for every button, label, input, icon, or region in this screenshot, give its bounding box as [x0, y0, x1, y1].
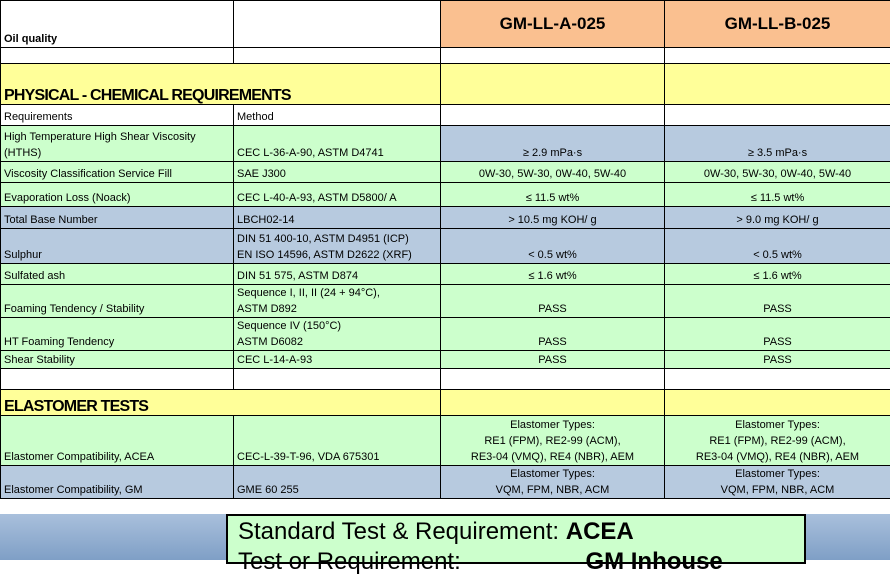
value-b-cell: PASS [665, 318, 890, 351]
value-b-cell: 0W-30, 5W-30, 0W-40, 5W-40 [665, 162, 890, 183]
legend-value: GM Inhouse [585, 548, 722, 575]
table-row [1, 183, 890, 207]
table-row [1, 318, 890, 351]
requirement-cell: Total Base Number [1, 207, 234, 229]
table-row [1, 229, 890, 264]
table-row [1, 351, 890, 369]
section-title-elastomer: ELASTOMER TESTS [1, 390, 441, 416]
requirement-cell: Elastomer Compatibility, ACEA [1, 416, 234, 466]
value-a-cell: Elastomer Types: VQM, FPM, NBR, ACM [441, 466, 665, 499]
spec-a-header: GM-LL-A-025 [441, 1, 665, 48]
method-cell: CEC L-14-A-93 [234, 351, 441, 369]
value-a-cell: ≤ 1.6 wt% [441, 264, 665, 285]
section-title-physical: PHYSICAL - CHEMICAL REQUIREMENTS [1, 64, 441, 105]
requirement-cell: Foaming Tendency / Stability [1, 285, 234, 318]
value-a-cell: PASS [441, 318, 665, 351]
value-b-cell: ≥ 3.5 mPa·s [665, 126, 890, 162]
method-cell: DIN 51 400-10, ASTM D4951 (ICP) EN ISO 14596, ASTM D2622 (XRF) [234, 229, 441, 264]
method-cell: CEC L-40-A-93, ASTM D5800/ A [234, 183, 441, 207]
legend-label: Test or Requirement: [238, 548, 461, 575]
table-row [1, 207, 890, 229]
legend-line-gm [238, 548, 723, 576]
spacer-row [1, 48, 890, 64]
section-row-physical [1, 64, 890, 105]
requirement-cell: High Temperature High Shear Viscosity (HTHS) [1, 126, 234, 162]
legend-label: Standard Test & Requirement: [238, 518, 566, 545]
value-a-cell: < 0.5 wt% [441, 229, 665, 264]
table-row [1, 126, 890, 162]
value-a-cell: Elastomer Types: RE1 (FPM), RE2-99 (ACM), RE3-04 (VMQ), RE4 (NBR), AEM [441, 416, 665, 466]
method-cell: LBCH02-14 [234, 207, 441, 229]
blank-cell [234, 1, 441, 48]
legend-value: ACEA [566, 518, 634, 545]
requirement-cell: Sulphur [1, 229, 234, 264]
requirements-header: Requirements [1, 105, 234, 126]
value-b-cell: ≤ 1.6 wt% [665, 264, 890, 285]
value-b-cell: Elastomer Types: RE1 (FPM), RE2-99 (ACM), RE3-04 (VMQ), RE4 (NBR), AEM [665, 416, 890, 466]
requirement-cell: Elastomer Compatibility, GM [1, 466, 234, 499]
value-b-cell: < 0.5 wt% [665, 229, 890, 264]
method-cell: SAE J300 [234, 162, 441, 183]
table-row [1, 285, 890, 318]
method-header: Method [234, 105, 441, 126]
value-b-cell: PASS [665, 351, 890, 369]
requirement-cell: HT Foaming Tendency [1, 318, 234, 351]
method-cell: CEC-L-39-T-96, VDA 675301 [234, 416, 441, 466]
value-a-cell: PASS [441, 285, 665, 318]
value-b-cell: ≤ 11.5 wt% [665, 183, 890, 207]
requirement-cell: Evaporation Loss (Noack) [1, 183, 234, 207]
legend-line-acea [238, 518, 634, 546]
spacer-row [1, 369, 890, 390]
value-a-cell: > 10.5 mg KOH/ g [441, 207, 665, 229]
table-row [1, 162, 890, 183]
column-header-row [1, 105, 890, 126]
value-a-cell: ≥ 2.9 mPa·s [441, 126, 665, 162]
oil-quality-label: Oil quality [1, 1, 234, 48]
value-b-cell: > 9.0 mg KOH/ g [665, 207, 890, 229]
value-a-cell: PASS [441, 351, 665, 369]
value-b-cell: Elastomer Types: VQM, FPM, NBR, ACM [665, 466, 890, 499]
table-row [1, 416, 890, 466]
requirement-cell: Viscosity Classification Service Fill [1, 162, 234, 183]
method-cell: Sequence IV (150°C) ASTM D6082 [234, 318, 441, 351]
legend-box [226, 514, 806, 564]
header-row [1, 1, 890, 48]
requirement-cell: Sulfated ash [1, 264, 234, 285]
method-cell: DIN 51 575, ASTM D874 [234, 264, 441, 285]
value-b-cell: PASS [665, 285, 890, 318]
method-cell: Sequence I, II, II (24 + 94°C), ASTM D892 [234, 285, 441, 318]
table-row [1, 466, 890, 499]
requirement-cell: Shear Stability [1, 351, 234, 369]
spec-b-header: GM-LL-B-025 [665, 1, 890, 48]
method-cell: GME 60 255 [234, 466, 441, 499]
method-cell: CEC L-36-A-90, ASTM D4741 [234, 126, 441, 162]
value-a-cell: ≤ 11.5 wt% [441, 183, 665, 207]
value-a-cell: 0W-30, 5W-30, 0W-40, 5W-40 [441, 162, 665, 183]
table-row [1, 264, 890, 285]
section-row-elastomer [1, 390, 890, 416]
